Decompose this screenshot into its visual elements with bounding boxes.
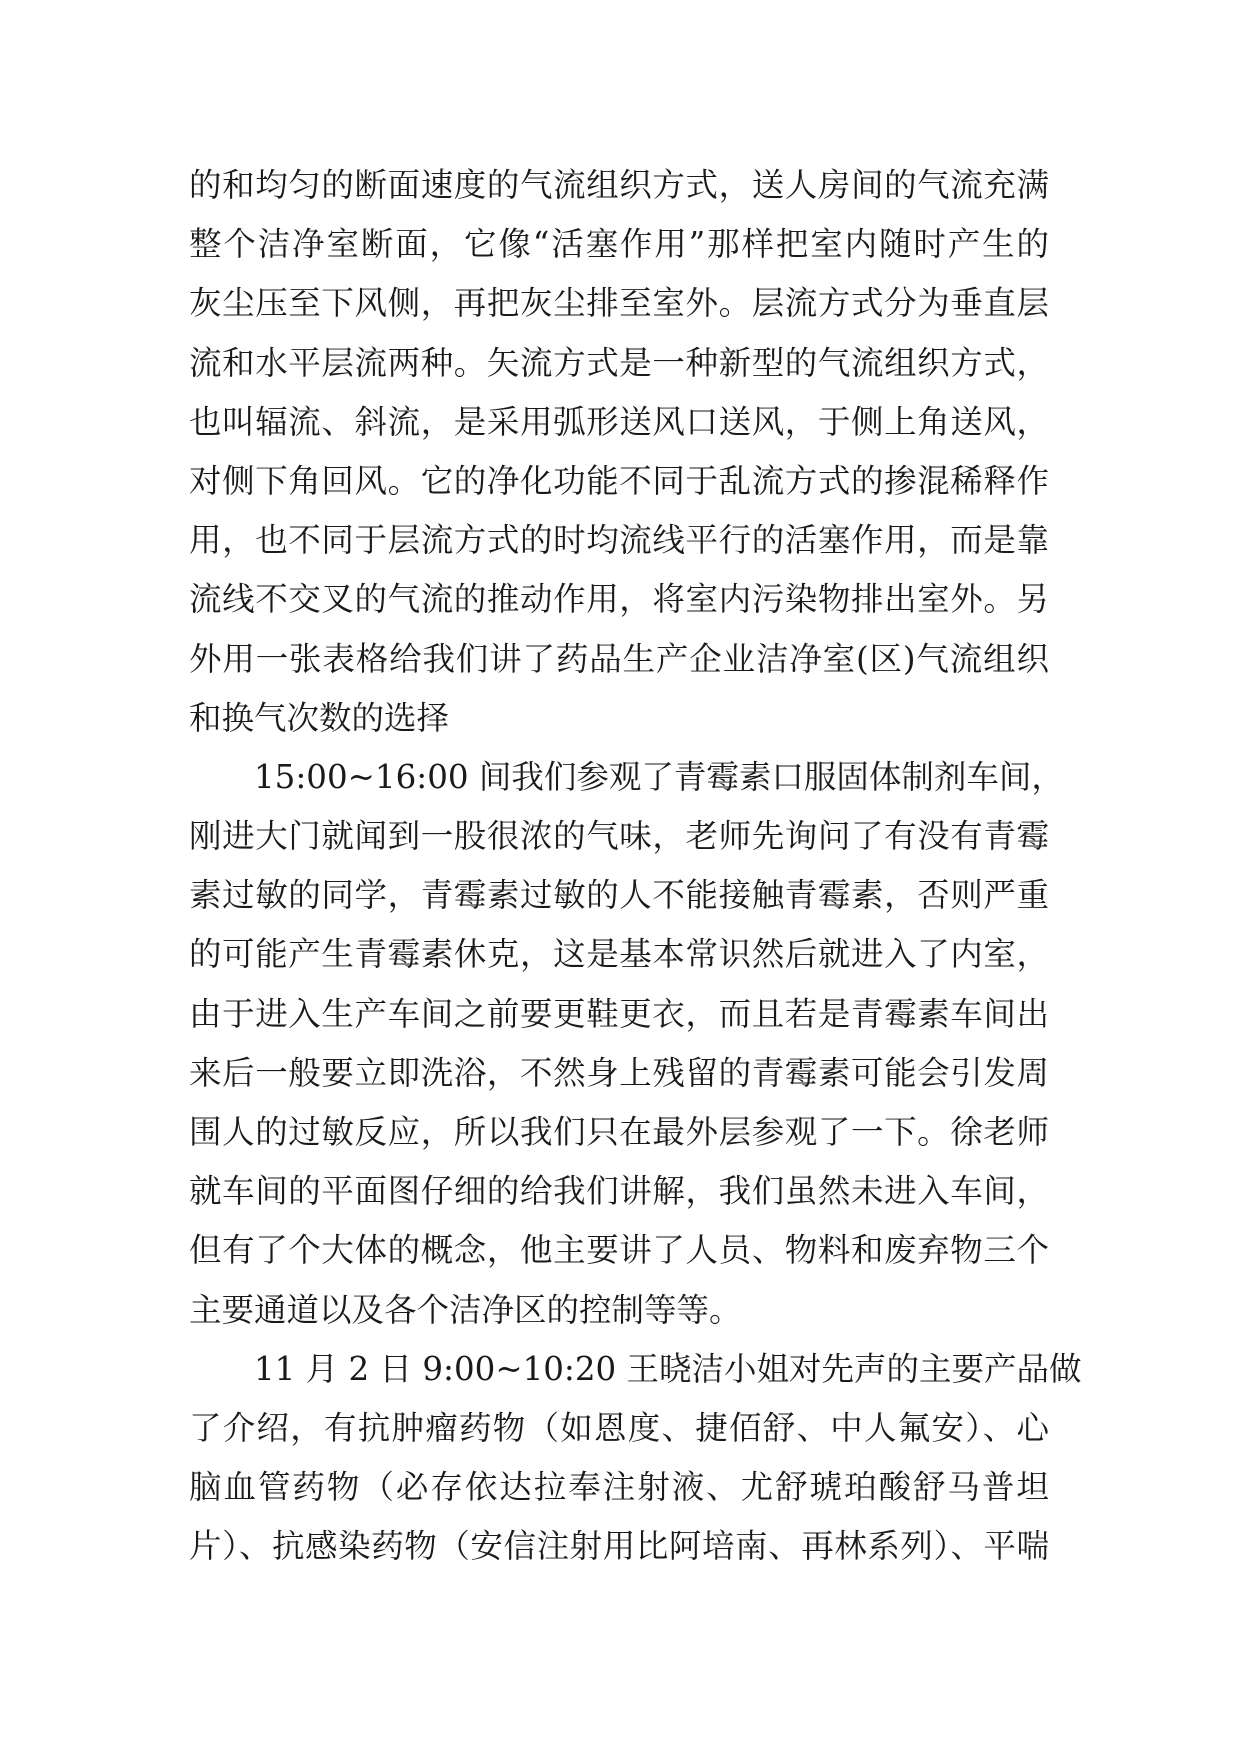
text-line: 来后一般要立即洗浴，不然身上残留的青霉素可能会引发周 [189, 1053, 1049, 1092]
text-line: 流线不交叉的气流的推动作用，将室内污染物排出室外。另 [189, 580, 1049, 619]
text-line: 脑血管药物（必存依达拉奉注射液、尤舒琥珀酸舒马普坦 [189, 1468, 1049, 1507]
text-line: 15:00~16:00 间我们参观了青霉素口服固体制剂车间， [254, 757, 1064, 796]
text-line: 外用一张表格给我们讲了药品生产企业洁净室(区)气流组织 [189, 639, 1049, 678]
text-line: 11 月 2 日 9:00~10:20 王晓洁小姐对先声的主要产品做 [254, 1349, 1082, 1388]
text-line: 的和均匀的断面速度的气流组织方式，送人房间的气流充满 [189, 166, 1049, 204]
text-line: 但有了个大体的概念，他主要讲了人员、物料和废弃物三个 [189, 1231, 1049, 1270]
text-line: 对侧下角回风。它的净化功能不同于乱流方式的掺混稀释作 [189, 461, 1049, 500]
text-line: 整个洁净室断面，它像“活塞作用”那样把室内随时产生的 [189, 225, 1049, 264]
text-line: 用，也不同于层流方式的时均流线平行的活塞作用，而是靠 [189, 521, 1049, 560]
text-line: 的可能产生青霉素休克，这是基本常识然后就进入了内室， [189, 935, 1049, 974]
paragraph-penicillin-workshop [189, 748, 1064, 1340]
text-line: 和换气次数的选择 [189, 698, 450, 737]
text-line: 也叫辐流、斜流，是采用弧形送风口送风，于侧上角送风， [189, 402, 1049, 441]
text-line: 主要通道以及各个洁净区的控制等等。 [189, 1290, 742, 1329]
paragraph-product-introduction [189, 1340, 1082, 1577]
document-body [189, 156, 1082, 1577]
text-line: 由于进入生产车间之前要更鞋更衣，而且若是青霉素车间出 [189, 994, 1049, 1033]
text-line: 片）、抗感染药物（安信注射用比阿培南、再林系列）、平喘 [189, 1527, 1049, 1566]
text-line: 围人的过敏反应，所以我们只在最外层参观了一下。徐老师 [189, 1113, 1049, 1151]
text-line: 素过敏的同学，青霉素过敏的人不能接触青霉素，否则严重 [189, 876, 1049, 915]
text-line: 了介绍，有抗肿瘤药物（如恩度、捷佰舒、中人氟安）、心 [189, 1408, 1049, 1447]
text-line: 灰尘压至下风侧，再把灰尘排至室外。层流方式分为垂直层 [189, 284, 1049, 323]
text-line: 刚进大门就闻到一股很浓的气味，老师先询问了有没有青霉 [189, 817, 1049, 856]
paragraph-airflow [189, 156, 1049, 748]
text-line: 流和水平层流两种。矢流方式是一种新型的气流组织方式， [189, 343, 1049, 382]
text-line: 就车间的平面图仔细的给我们讲解，我们虽然未进入车间， [189, 1172, 1049, 1211]
